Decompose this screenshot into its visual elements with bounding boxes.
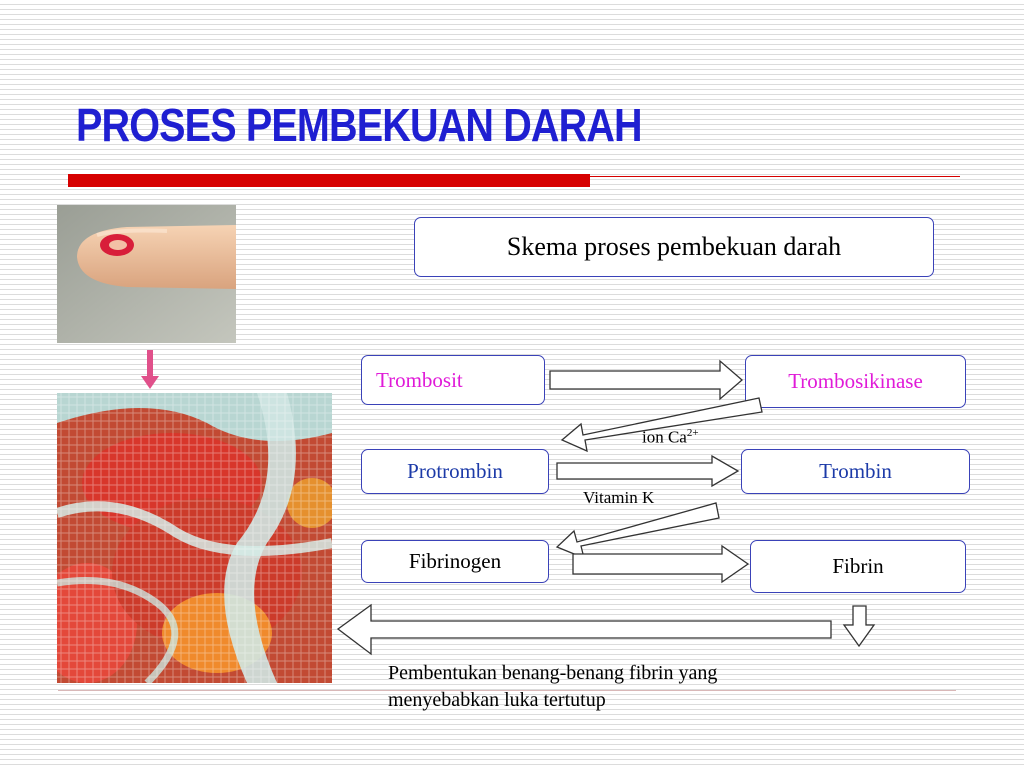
caption-line-1: Pembentukan benang-benang fibrin yang (388, 662, 718, 684)
scheme-title: Skema proses pembekuan darah (506, 232, 842, 261)
vitamin-k-label: Vitamin K (583, 488, 655, 507)
node-fibrinogen-label: Fibrinogen (408, 549, 502, 573)
arrow-to-result (338, 605, 831, 654)
arrow-fibrinogen-to-fibrin (573, 546, 748, 582)
arrow-protrombin-to-trombin (557, 456, 738, 486)
node-protrombin-label: Protrombin (407, 459, 503, 483)
ion-ca-superscript: 2+ (686, 427, 699, 439)
arrow-trombin-to-fibrinogen (557, 503, 719, 558)
node-fibrin-label: Fibrin (832, 554, 884, 578)
arrow-trombosit-to-trombosikinase (550, 361, 742, 399)
node-trombosit-label: Trombosit (376, 367, 463, 392)
node-trombin-label: Trombin (819, 459, 892, 483)
arrow-fibrin-down (844, 606, 874, 646)
ion-ca-label (642, 427, 699, 448)
page-title: PROSES PEMBEKUAN DARAH (76, 99, 642, 151)
caption-line-2: menyebabkan luka tertutup (388, 689, 606, 711)
result-caption (388, 660, 717, 714)
node-trombosikinase-label: Trombosikinase (788, 369, 923, 393)
ion-ca-text: ion Ca (642, 427, 687, 447)
